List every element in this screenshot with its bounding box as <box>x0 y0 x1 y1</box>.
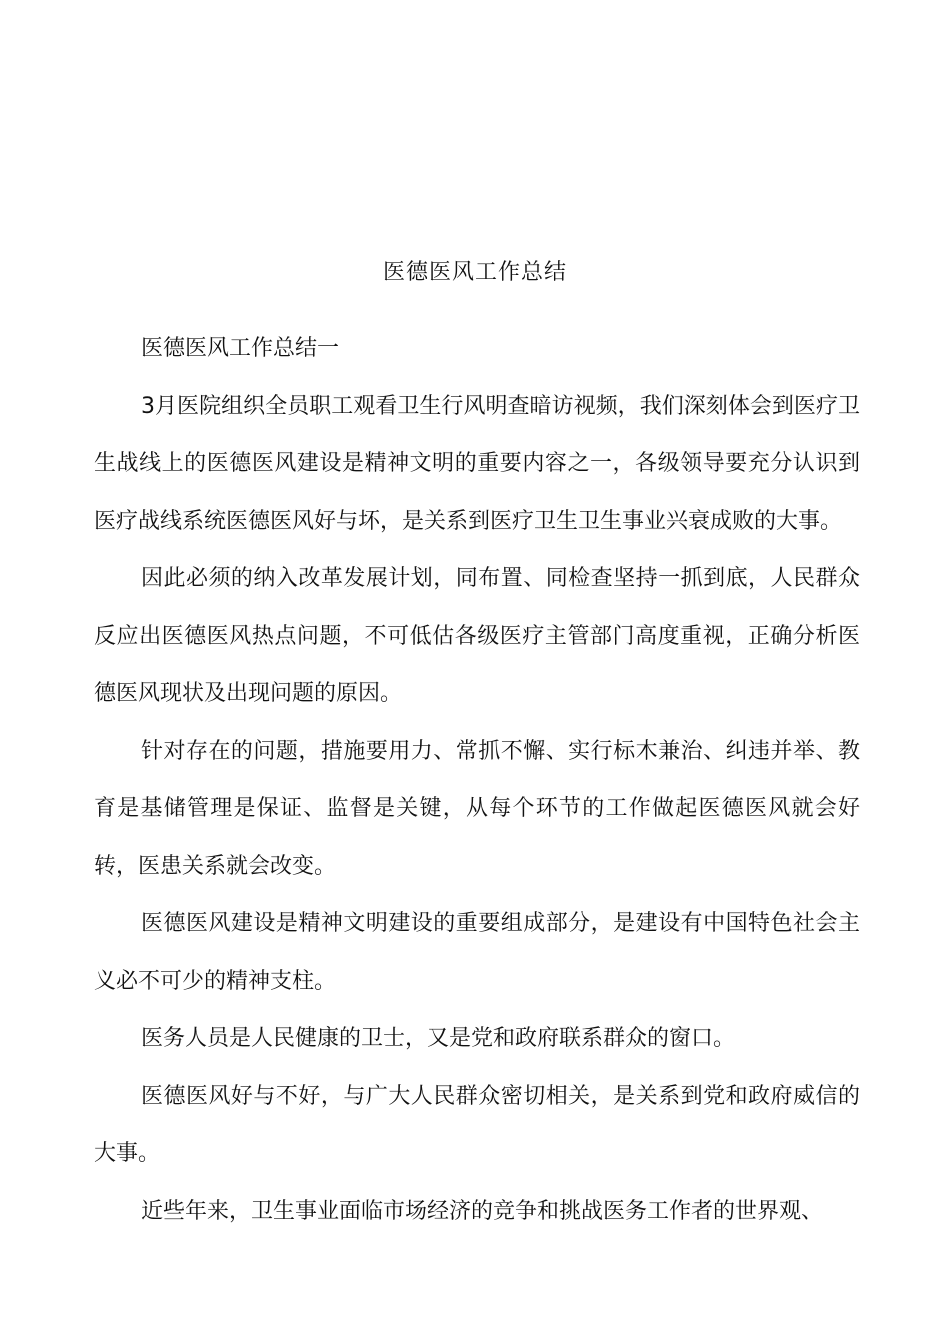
document-body <box>94 320 860 1240</box>
paragraph: 医务人员是人民健康的卫士，又是党和政府联系群众的窗口。 <box>141 1026 736 1051</box>
document-title: 医德医风工作总结 <box>382 260 567 285</box>
section-heading: 医德医风工作总结一 <box>141 336 340 361</box>
paragraph: 因此必须的纳入改革发展计划，同布置、同检查坚持一抓到底，人民群众反应出医德医风热点问题，不可低估各级医疗主管部门高度重视，正确分析医德医风现状及出现问题的原因。 <box>94 566 860 706</box>
paragraph: 针对存在的问题，措施要用力、常抓不懈、实行标木兼治、纠违并举、教育是基储管理是保证、监督是关键，从每个环节的工作做起医德医风就会好转，医患关系就会改变。 <box>94 738 860 879</box>
paragraph: 近些年来，卫生事业面临市场经济的竞争和挑战医务工作者的世界观、 <box>141 1198 824 1224</box>
paragraph: 医德医风建设是精神文明建设的重要组成部分，是建设有中国特色社会主义必不可少的精神支柱。 <box>94 911 860 994</box>
paragraph: 3月医院组织全员职工观看卫生行风明查暗访视频，我们深刻体会到医疗卫生战线上的医德医风建设是精神文明的重要内容之一，各级领导要充分认识到医疗战线系统医德医风好与坏，是关系到医疗卫生卫生事业兴衰成败的大事。 <box>94 393 860 534</box>
paragraph: 医德医风好与不好，与广大人民群众密切相关，是关系到党和政府威信的大事。 <box>94 1083 860 1166</box>
